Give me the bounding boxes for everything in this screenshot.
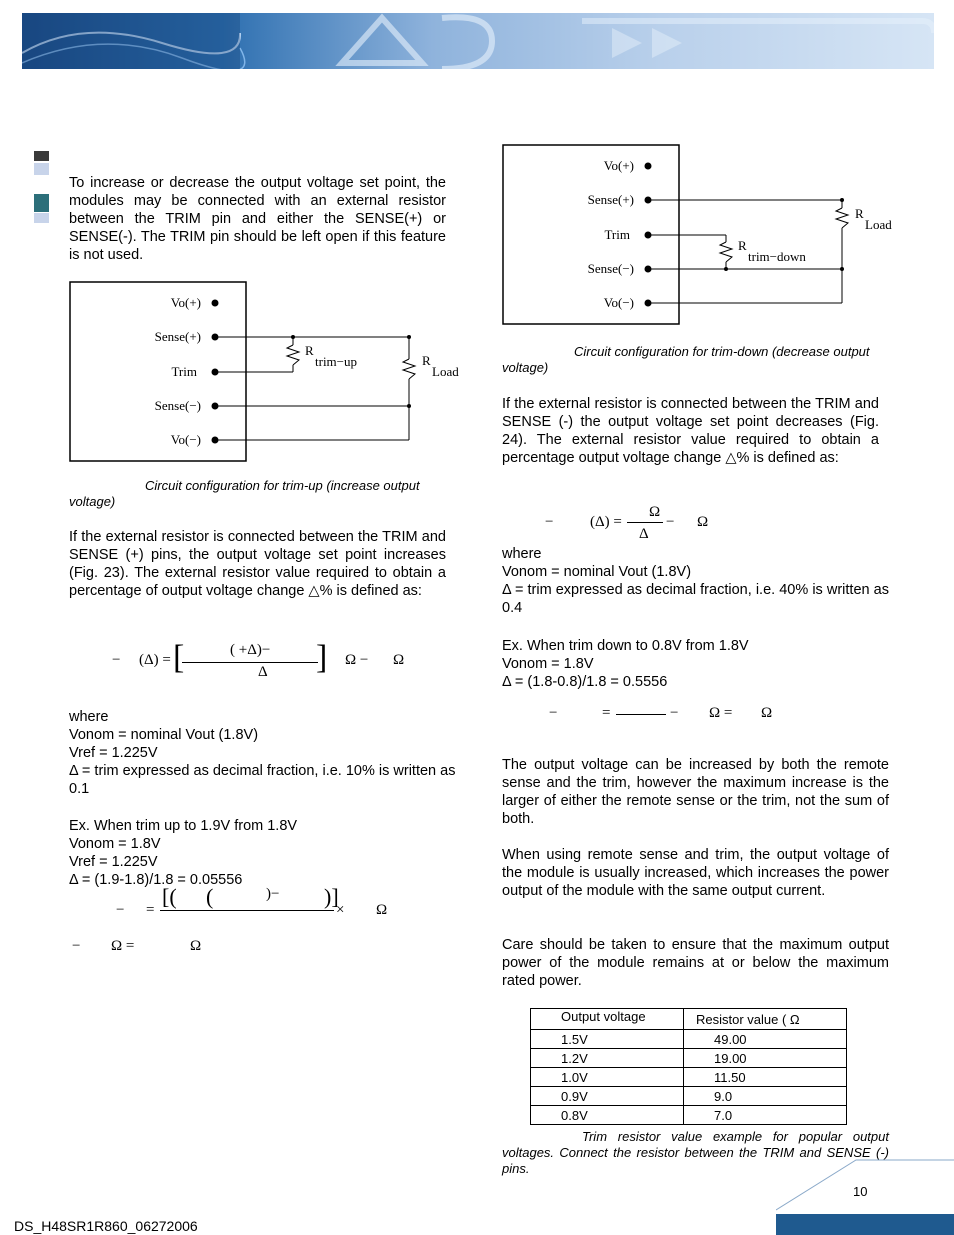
r-trim-sub: trim−down <box>748 249 806 264</box>
caption-trim-down: Circuit configuration for trim-down (decrease output voltage) <box>502 344 870 375</box>
r-load-label: R <box>422 353 431 368</box>
bullet-square-dark <box>34 151 49 161</box>
label-vo-plus: Vo(+) <box>603 158 634 173</box>
r-load-sub: Load <box>865 217 892 232</box>
caption-table: Trim resistor value example for popular output voltages. Connect the resistor between the TRIM and SENSE (-) pins. <box>502 1129 889 1176</box>
trim-up-paragraph: If the external resistor is connected between the TRIM and SENSE (+) pins, the output voltage set point increases (Fig. 23). The external resistor value required to obtain a percentage of output voltage change △% is defined as: <box>69 529 446 599</box>
r-load-label: R <box>855 206 864 221</box>
bullet-square-teal <box>34 194 49 212</box>
document-id: DS_H48SR1R860_06272006 <box>14 1218 198 1234</box>
table-row: 1.5V 49.00 <box>531 1030 847 1049</box>
label-vo-minus: Vo(−) <box>170 432 201 447</box>
label-sense-minus: Sense(−) <box>154 398 201 413</box>
r-load-sub: Load <box>432 364 459 379</box>
example-block-left: Ex. When trim up to 1.9V from 1.8V Vonom = 1.8V Vref = 1.225V Δ = (1.9-1.8)/1.8 = 0.05556 <box>69 818 298 888</box>
delta-definition-right: Δ = trim expressed as decimal fraction, i.e. 40% is written as 0.4 <box>502 582 889 616</box>
intro-paragraph: To increase or decrease the output voltage set point, the modules may be connected with an external resistor between the TRIM pin and either the SENSE(+) or SENSE(-). The TRIM pin should be left open if this feature is not used. <box>69 175 446 263</box>
example-block-right: Ex. When trim down to 0.8V from 1.8V Vonom = 1.8V Δ = (1.8-0.8)/1.8 = 0.5556 <box>502 638 749 690</box>
power-paragraph: When using remote sense and trim, the output voltage of the module is usually increased, which increases the power output of the module with the same output current. <box>502 847 889 899</box>
table-row: 1.0V 11.50 <box>531 1068 847 1087</box>
trim-up-circuit <box>69 281 465 463</box>
label-sense-plus: Sense(+) <box>154 329 201 344</box>
where-block-left: where Vonom = nominal Vout (1.8V) Vref = 1.225V Δ = trim expressed as decimal fraction, i.e. 10% is written as 0.1 <box>69 709 456 797</box>
label-trim: Trim <box>171 364 197 379</box>
table-header-voltage: Output voltage <box>531 1009 684 1030</box>
caption-trim-up: Circuit configuration for trim-up (increase output voltage) <box>69 478 420 509</box>
r-trim-label: R <box>738 238 747 253</box>
r-trim-label: R <box>305 343 314 358</box>
header-graphic <box>22 13 934 69</box>
trim-down-paragraph: If the external resistor is connected between the TRIM and SENSE (-) the output voltage set point decreases (Fig. 24). The external resistor value required to obtain a percentage output voltage change △% is defined as: <box>502 396 879 466</box>
label-trim: Trim <box>604 227 630 242</box>
page-number: 10 <box>853 1184 868 1199</box>
trim-down-circuit <box>502 144 898 326</box>
label-sense-minus: Sense(−) <box>587 261 634 276</box>
bullet-square-pale <box>34 213 49 223</box>
table-row: 0.8V 7.0 <box>531 1106 847 1125</box>
label-sense-plus: Sense(+) <box>587 192 634 207</box>
table-header-row <box>531 1009 847 1030</box>
table-row: 0.9V 9.0 <box>531 1087 847 1106</box>
label-vo-plus: Vo(+) <box>170 295 201 310</box>
header-banner <box>22 13 934 69</box>
bullet-square-light <box>34 163 49 175</box>
table-header-resistor: Resistor value ( Ω <box>684 1009 847 1030</box>
label-vo-minus: Vo(−) <box>603 295 634 310</box>
table-row: 1.2V 19.00 <box>531 1049 847 1068</box>
where-block-right: where Vonom = nominal Vout (1.8V) <box>502 546 692 580</box>
care-paragraph: Care should be taken to ensure that the maximum output power of the module remains at or below the maximum rated power. <box>502 937 889 989</box>
remote-sense-paragraph: The output voltage can be increased by both the remote sense and the trim, however the maximum increase is the larger of either the remote sense or the trim, not the sum of both. <box>502 757 889 827</box>
trim-resistor-table <box>530 1008 847 1125</box>
r-trim-sub: trim−up <box>315 354 357 369</box>
circuit-wires <box>215 337 415 440</box>
